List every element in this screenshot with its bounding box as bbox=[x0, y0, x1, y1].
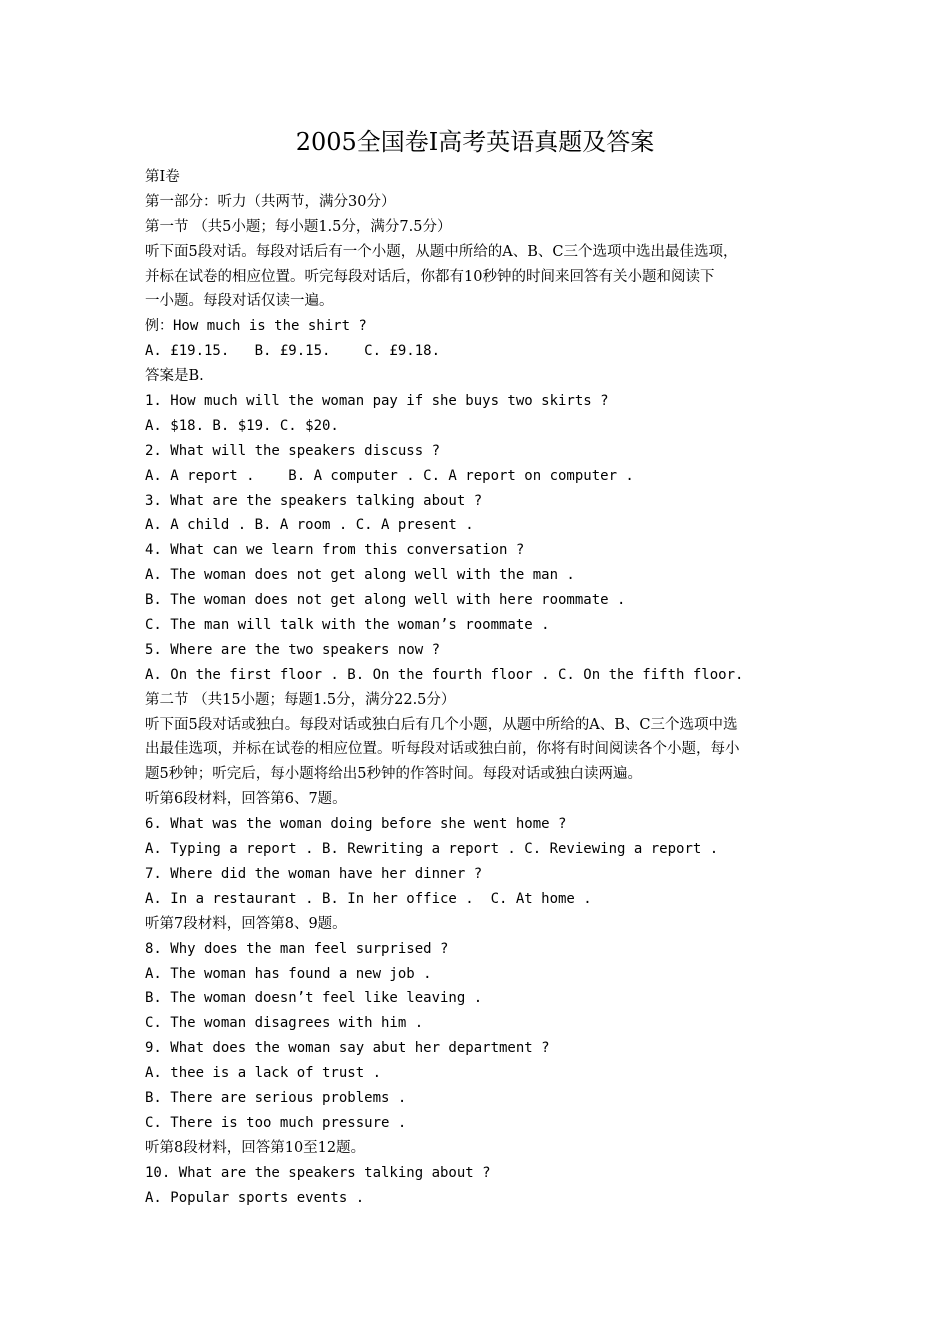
text-line: 4. What can we learn from this conversation ? bbox=[145, 542, 525, 559]
text-line: A. The woman has found a new job . bbox=[145, 965, 432, 982]
text-line: 听第7段材料，回答第8、9题。 bbox=[145, 915, 347, 932]
text-line: 6. What was the woman doing before she went home ? bbox=[145, 816, 567, 833]
text-line: A. $18. B. $19. C. $20. bbox=[145, 417, 339, 434]
document-body bbox=[145, 165, 815, 1210]
text-line: 出最佳选项，并标在试卷的相应位置。听每段对话或独白前，你将有时间阅读各个小题，每小 bbox=[145, 741, 740, 758]
text-line: 听下面5段对话。每段对话后有一个小题，从题中所给的A、B、C三个选项中选出最佳选项， bbox=[145, 243, 738, 260]
text-line: 10. What are the speakers talking about ? bbox=[145, 1164, 491, 1181]
text-line: 5. Where are the two speakers now ? bbox=[145, 641, 441, 658]
text-line: 题5秒钟；听完后，每小题将给出5秒钟的作答时间。每段对话或独白读两遍。 bbox=[145, 766, 642, 783]
text-line: 2. What will the speakers discuss ? bbox=[145, 442, 441, 459]
text-line: A. £19.15. B. £9.15. C. £9.18. bbox=[145, 343, 441, 360]
text-line: 7. Where did the woman have her dinner ? bbox=[145, 865, 483, 882]
text-line: 听第6段材料，回答第6、7题。 bbox=[145, 791, 347, 808]
text-line: 第一节 （共5小题；每小题1.5分，满分7.5分） bbox=[145, 218, 452, 235]
text-line: 一小题。每段对话仅读一遍。 bbox=[145, 293, 334, 310]
text-line: 9. What does the woman say abut her department ? bbox=[145, 1040, 550, 1057]
text-line: 3. What are the speakers talking about ? bbox=[145, 492, 483, 509]
text-line: 第Ⅰ卷 bbox=[145, 169, 180, 185]
text-line: 答案是B. bbox=[145, 368, 204, 385]
text-line: B. The woman doesn’t feel like leaving . bbox=[145, 990, 483, 1007]
text-line: B. The woman does not get along well with here roommate . bbox=[145, 592, 626, 609]
text-line: 1. How much will the woman pay if she buys two skirts ? bbox=[145, 393, 609, 410]
document-title: 2005全国卷Ⅰ高考英语真题及答案 bbox=[295, 128, 655, 156]
text-line: 第一部分：听力（共两节，满分30分） bbox=[145, 193, 396, 210]
text-line: A. Popular sports events . bbox=[145, 1189, 365, 1206]
text-line: 听第8段材料，回答第10至12题。 bbox=[145, 1139, 366, 1156]
text-line: A. The woman does not get along well with the man . bbox=[145, 567, 575, 584]
text-line: A. On the first floor . B. On the fourth floor . C. On the fifth floor. bbox=[145, 666, 744, 683]
text-line: 第二节 （共15小题；每题1.5分，满分22.5分） bbox=[145, 691, 456, 708]
text-line: C. The woman disagrees with him . bbox=[145, 1015, 424, 1032]
text-line: B. There are serious problems . bbox=[145, 1089, 407, 1106]
text-line: C. The man will talk with the woman’s roommate . bbox=[145, 617, 550, 634]
text-line: A. In a restaurant . B. In her office . C. At home . bbox=[145, 890, 592, 907]
text-line: C. There is too much pressure . bbox=[145, 1114, 407, 1131]
text-line: A. A child . B. A room . C. A present . bbox=[145, 517, 474, 534]
text-line: A. Typing a report . B. Rewriting a report . C. Reviewing a report . bbox=[145, 841, 719, 858]
text-line: 听下面5段对话或独白。每段对话或独白后有几个小题，从题中所给的A、B、C三个选项中选 bbox=[145, 716, 738, 733]
text-line: A. A report . B. A computer . C. A report on computer . bbox=[145, 467, 634, 484]
text-line: 8. Why does the man feel surprised ? bbox=[145, 940, 449, 957]
text-line: 例：How much is the shirt ? bbox=[145, 318, 367, 335]
text-line: 并标在试卷的相应位置。听完每段对话后，你都有10秒钟的时间来回答有关小题和阅读下 bbox=[145, 268, 715, 285]
text-line: A. thee is a lack of trust . bbox=[145, 1065, 382, 1082]
